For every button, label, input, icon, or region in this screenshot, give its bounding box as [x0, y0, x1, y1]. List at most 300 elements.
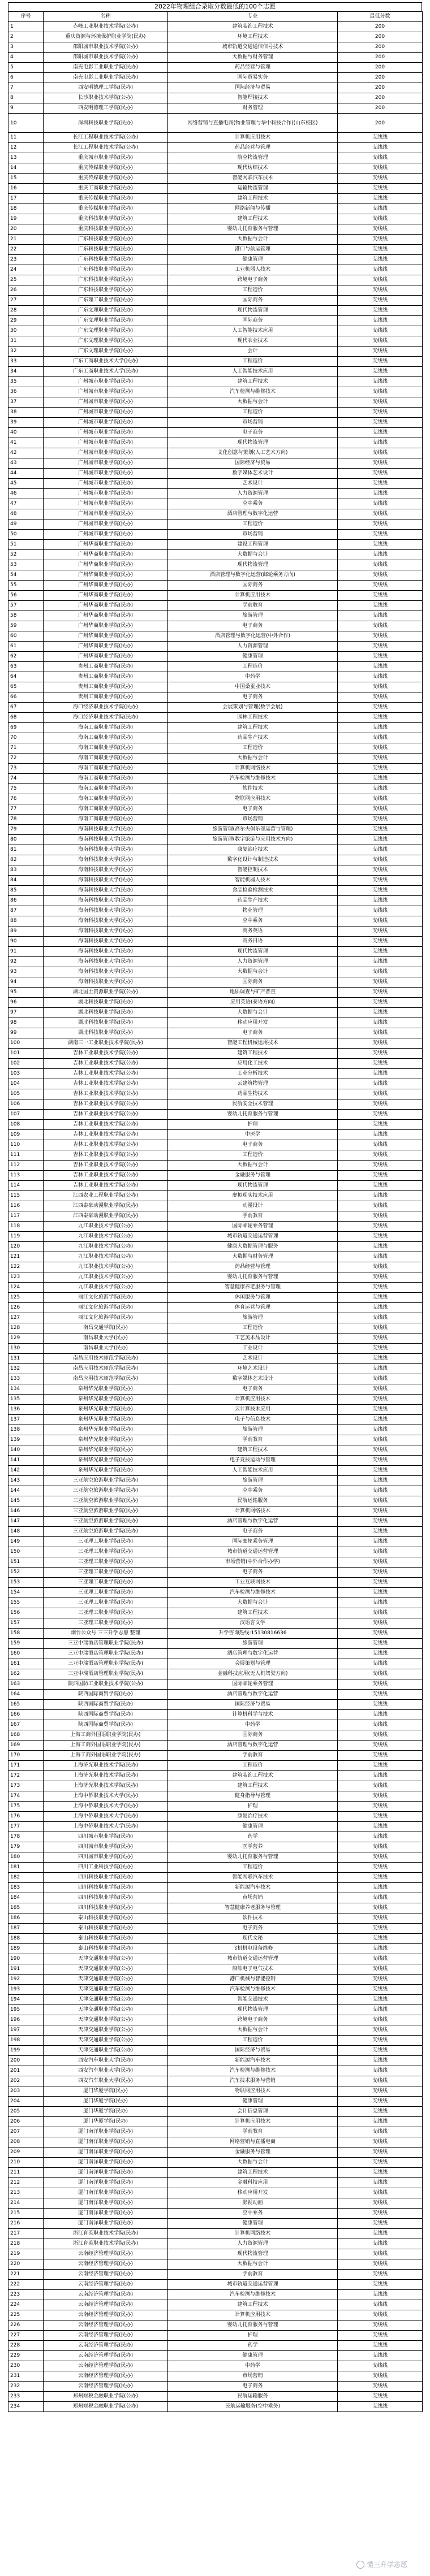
- cell-major: 智能焊接技术: [168, 93, 338, 103]
- cell-major: 市场营销: [168, 2371, 338, 2382]
- table-row: [8, 1354, 423, 1364]
- table-row: [8, 2249, 423, 2259]
- cell-school: 四川工业科技学院(民办): [44, 1863, 168, 1873]
- cell-index: 222: [8, 2280, 44, 2290]
- cell-min-score: 支线线: [338, 1272, 423, 1283]
- table-row: [8, 682, 423, 692]
- cell-index: 26: [8, 285, 44, 296]
- cell-index: 107: [8, 1110, 44, 1120]
- cell-major: 电子商务: [168, 692, 338, 703]
- cell-min-score: 支线线: [338, 2117, 423, 2127]
- cell-min-score: 支线线: [338, 774, 423, 784]
- cell-index: 134: [8, 1384, 44, 1395]
- cell-school: 西安明德理工学院(民办): [44, 103, 168, 114]
- cell-index: 28: [8, 306, 44, 316]
- cell-school: 三亚航空旅游职业学院(民办): [44, 1496, 168, 1506]
- cell-index: 76: [8, 794, 44, 804]
- cell-major: 网络营销与直播电商: [168, 2137, 338, 2148]
- cell-min-score: 支线线: [338, 916, 423, 927]
- cell-major: 园林工程技术: [168, 713, 338, 723]
- table-row: [8, 255, 423, 265]
- cell-school: 海南工商职业学院(民办): [44, 774, 168, 784]
- cell-school: 重庆传媒职业学院(民办): [44, 163, 168, 174]
- table-row: [8, 591, 423, 601]
- cell-major: 酒店管理与数字化运营: [168, 509, 338, 519]
- cell-min-score: 支线线: [338, 306, 423, 316]
- cell-index: 172: [8, 1771, 44, 1781]
- cell-index: 204: [8, 2097, 44, 2107]
- cell-min-score: 支线线: [338, 265, 423, 275]
- cell-school: 三亚理工职业学院(民办): [44, 1557, 168, 1568]
- cell-min-score: 支线线: [338, 560, 423, 570]
- cell-min-score: 支线线: [338, 1771, 423, 1781]
- cell-major: 药品经营与管理: [168, 1262, 338, 1272]
- cell-min-score: 支线线: [338, 845, 423, 855]
- cell-major: 移动应用开发: [168, 1018, 338, 1028]
- cell-major: 民航运输服务: [168, 2392, 338, 2402]
- cell-major: 酒店管理与数字化运营(邮轮乘务方向): [168, 570, 338, 581]
- cell-index: 182: [8, 1873, 44, 1883]
- cell-min-score: 支线线: [338, 1802, 423, 1812]
- cell-school: 三亚航空旅游职业学院(民办): [44, 1506, 168, 1517]
- cell-min-score: 支线线: [338, 2097, 423, 2107]
- table-row: [8, 1059, 423, 1069]
- cell-major: 大数据与财务管理: [168, 53, 338, 63]
- table-row: [8, 1262, 423, 1272]
- cell-school: 陕西国际商贸学院(民办): [44, 1700, 168, 1710]
- cell-major: 城市轨道交通运营管理: [168, 1232, 338, 1242]
- cell-school: 天津交通职业学院(公办): [44, 2046, 168, 2056]
- table-row: [8, 530, 423, 540]
- cell-min-score: 支线线: [338, 530, 423, 540]
- cell-min-score: 支线线: [338, 204, 423, 214]
- cell-major: 健康管理: [168, 2097, 338, 2107]
- cell-index: 167: [8, 1720, 44, 1730]
- table-row: [8, 550, 423, 560]
- cell-school: 海口经济职业技术学院(民办): [44, 703, 168, 713]
- table-row: [8, 692, 423, 703]
- table-row: [8, 2239, 423, 2249]
- cell-school: 云南经济管理学院(民办): [44, 2310, 168, 2320]
- cell-school: 海南工商职业学院(民办): [44, 804, 168, 815]
- cell-school: 海南科技职业大学(民办): [44, 865, 168, 876]
- cell-major: 现代物流管理: [168, 438, 338, 448]
- cell-index: 61: [8, 642, 44, 652]
- cell-school: 三亚中瑞酒店管理职业学院(民办): [44, 1649, 168, 1659]
- cell-index: 227: [8, 2331, 44, 2341]
- cell-min-score: 支线线: [338, 2209, 423, 2219]
- cell-min-score: 支线线: [338, 886, 423, 896]
- cell-min-score: 支线线: [338, 1791, 423, 1802]
- cell-index: 202: [8, 2076, 44, 2086]
- cell-min-score: 支线线: [338, 1323, 423, 1334]
- cell-index: 109: [8, 1130, 44, 1140]
- cell-index: 221: [8, 2270, 44, 2280]
- cell-min-score: 支线线: [338, 2036, 423, 2046]
- cell-major: 电子商务: [168, 804, 338, 815]
- cell-major: 健身指导与管理: [168, 1791, 338, 1802]
- cell-major: 建筑工程技术: [168, 214, 338, 224]
- cell-school: 九江职业技术学院(公办): [44, 1232, 168, 1242]
- cell-index: 72: [8, 754, 44, 764]
- cell-index: 184: [8, 1893, 44, 1903]
- cell-min-score: 支线线: [338, 1140, 423, 1150]
- cell-index: 69: [8, 723, 44, 733]
- cell-school: 厦门南洋职业学院(民办): [44, 2127, 168, 2137]
- cell-index: 68: [8, 713, 44, 723]
- table-row: [8, 1415, 423, 1425]
- table-row: [8, 214, 423, 224]
- cell-min-score: 支线线: [338, 1618, 423, 1629]
- table-row: [8, 540, 423, 550]
- cell-index: 130: [8, 1344, 44, 1354]
- cell-index: 219: [8, 2249, 44, 2259]
- table-row: [8, 1629, 423, 1639]
- cell-index: 13: [8, 153, 44, 163]
- cell-major: 新能源汽车技术: [168, 1883, 338, 1893]
- cell-min-score: 支线线: [338, 1161, 423, 1171]
- cell-min-score: 支线线: [338, 2219, 423, 2229]
- table-row: [8, 611, 423, 621]
- table-row: [8, 1099, 423, 1110]
- cell-school: 贵州工商职业学院(民办): [44, 692, 168, 703]
- cell-index: 34: [8, 367, 44, 377]
- cell-index: 59: [8, 621, 44, 631]
- cell-min-score: 支线线: [338, 1761, 423, 1771]
- cell-major: 工业机器人技术: [168, 265, 338, 275]
- cell-school: 泉州华光职业学院(民办): [44, 1384, 168, 1395]
- cell-school: 云南经济管理学院(民办): [44, 2300, 168, 2310]
- cell-index: 161: [8, 1659, 44, 1669]
- table-row: [8, 1089, 423, 1099]
- table-row: [8, 1679, 423, 1690]
- cell-school: 广州华商职业学院(民办): [44, 611, 168, 621]
- cell-school: 三亚中瑞酒店管理职业学院(民办): [44, 1659, 168, 1669]
- cell-major: 电子商务: [168, 1384, 338, 1395]
- cell-min-score: 支线线: [338, 1903, 423, 1913]
- cell-index: 131: [8, 1354, 44, 1364]
- cell-school: 西安汽车职业大学(民办): [44, 2066, 168, 2076]
- cell-major: 人力资源管理: [168, 642, 338, 652]
- cell-major: 工程造价: [168, 662, 338, 672]
- cell-school: 上海工商外国语职业学院(民办): [44, 1730, 168, 1741]
- cell-min-score: 支线线: [338, 754, 423, 764]
- cell-major: 运输物流管理: [168, 184, 338, 194]
- cell-index: 105: [8, 1089, 44, 1099]
- table-row: [8, 2209, 423, 2219]
- cell-major: 现代农业技术: [168, 336, 338, 347]
- cell-index: 181: [8, 1863, 44, 1873]
- cell-min-score: 支线线: [338, 1588, 423, 1598]
- cell-major: 健康管理: [168, 1822, 338, 1832]
- cell-index: 218: [8, 2239, 44, 2249]
- table-row: [8, 1903, 423, 1913]
- cell-min-score: 支线线: [338, 296, 423, 306]
- table-row: [8, 275, 423, 285]
- cell-school: 上海中侨职业技术大学(民办): [44, 1822, 168, 1832]
- table-row: [8, 1110, 423, 1120]
- cell-major: 民航安全技术管理: [168, 1099, 338, 1110]
- cell-min-score: 支线线: [338, 163, 423, 174]
- cell-min-score: 200: [338, 63, 423, 73]
- cell-min-score: 支线线: [338, 967, 423, 977]
- cell-school: 吉林工业职业技术学院(公办): [44, 1079, 168, 1089]
- cell-index: 162: [8, 1669, 44, 1679]
- cell-min-score: 支线线: [338, 2137, 423, 2148]
- table-row: [8, 1822, 423, 1832]
- cell-index: 82: [8, 855, 44, 865]
- cell-min-score: 支线线: [338, 1120, 423, 1130]
- cell-min-score: 支线线: [338, 397, 423, 408]
- cell-major: 大数据与会计: [168, 397, 338, 408]
- cell-school: 海南科技职业大学(民办): [44, 906, 168, 916]
- cell-major: 药品经营与管理: [168, 63, 338, 73]
- cell-school: 三亚理工职业学院(民办): [44, 1588, 168, 1598]
- cell-index: 157: [8, 1618, 44, 1629]
- cell-school: 丽江文化旅游学院(民办): [44, 1313, 168, 1323]
- cell-major: 计算机应用技术: [168, 2310, 338, 2320]
- cell-major: 现代物流管理: [168, 2249, 338, 2259]
- cell-min-score: 支线线: [338, 1089, 423, 1099]
- table-row: [8, 2351, 423, 2361]
- cell-school: 四川科技职业学院(民办): [44, 1903, 168, 1913]
- cell-min-score: 支线线: [338, 336, 423, 347]
- cell-major: 飞机机电设备维修: [168, 1944, 338, 1954]
- cell-major: 现代物流管理: [168, 1181, 338, 1191]
- cell-min-score: 支线线: [338, 1018, 423, 1028]
- table-row: [8, 1283, 423, 1293]
- cell-min-score: 支线线: [338, 418, 423, 428]
- cell-index: 111: [8, 1150, 44, 1161]
- cell-major: 工业分析技术: [168, 1069, 338, 1079]
- cell-school: 厦门南洋职业学院(民办): [44, 2209, 168, 2219]
- cell-major: 物业管理: [168, 906, 338, 916]
- cell-major: 学前教育: [168, 2127, 338, 2137]
- cell-index: 234: [8, 2402, 44, 2412]
- cell-index: 206: [8, 2117, 44, 2127]
- table-row: [8, 2331, 423, 2341]
- cell-school: 广东文理职业学院(民办): [44, 316, 168, 326]
- cell-major: 城市轨道交通运营管理: [168, 2280, 338, 2290]
- table-row: [8, 133, 423, 143]
- cell-min-score: 支线线: [338, 2015, 423, 2025]
- table-row: [8, 1496, 423, 1506]
- cell-major: 商务日语: [168, 937, 338, 947]
- cell-index: 100: [8, 1038, 44, 1049]
- table-row: [8, 1506, 423, 1517]
- cell-school: 吉林工业职业技术学院(公办): [44, 1099, 168, 1110]
- cell-min-score: 支线线: [338, 194, 423, 204]
- cell-min-score: 支线线: [338, 876, 423, 886]
- cell-major: 智慧健康养老服务与管理: [168, 1903, 338, 1913]
- cell-index: 50: [8, 530, 44, 540]
- cell-major: 护理: [168, 2331, 338, 2341]
- table-row: [8, 1252, 423, 1262]
- cell-min-score: 支线线: [338, 1049, 423, 1059]
- cell-school: 广州华商职业学院(民办): [44, 601, 168, 611]
- table-row: [8, 1242, 423, 1252]
- cell-school: 九江职业技术学院(公办): [44, 1242, 168, 1252]
- cell-school: 海南科技职业大学(民办): [44, 927, 168, 937]
- cell-school: 邵阳城市职业技术学院(公办): [44, 42, 168, 53]
- cell-min-score: 支线线: [338, 519, 423, 530]
- cell-index: 220: [8, 2259, 44, 2270]
- cell-min-score: 支线线: [338, 214, 423, 224]
- cell-min-score: 支线线: [338, 1822, 423, 1832]
- cell-min-score: 支线线: [338, 285, 423, 296]
- cell-school: 四川城市职业学院(民办): [44, 1842, 168, 1852]
- cell-index: 99: [8, 1028, 44, 1038]
- cell-school: 云南经济管理学院(民办): [44, 2290, 168, 2300]
- table-row: [8, 1832, 423, 1842]
- cell-index: 114: [8, 1181, 44, 1191]
- table-row: [8, 2168, 423, 2178]
- cell-index: 166: [8, 1710, 44, 1720]
- cell-min-score: 支线线: [338, 1873, 423, 1883]
- cell-school: 广州城市职业学院(民办): [44, 397, 168, 408]
- table-row: [8, 1934, 423, 1944]
- cell-index: 185: [8, 1903, 44, 1913]
- cell-school: 上海中侨职业技术大学(民办): [44, 1791, 168, 1802]
- cell-major: 健康管理: [168, 2351, 338, 2361]
- cell-school: 南昌应用技术师范学院(民办): [44, 1354, 168, 1364]
- cell-min-score: 支线线: [338, 133, 423, 143]
- cell-school: 湖北科技职业学院(民办): [44, 1018, 168, 1028]
- cell-school: 厦门南洋职业学院(民办): [44, 2188, 168, 2198]
- cell-school: 上海工商外国语职业学院(民办): [44, 1751, 168, 1761]
- cell-min-score: 支线线: [338, 1099, 423, 1110]
- cell-min-score: 支线线: [338, 1079, 423, 1089]
- cell-major: 工程造价: [168, 408, 338, 418]
- cell-min-score: 支线线: [338, 2148, 423, 2158]
- cell-index: 27: [8, 296, 44, 306]
- cell-min-score: 支线线: [338, 896, 423, 906]
- cell-major: 建筑工程技术: [168, 1608, 338, 1618]
- cell-index: 144: [8, 1486, 44, 1496]
- table-row: [8, 1028, 423, 1038]
- table-row: [8, 1079, 423, 1089]
- cell-school: 广州城市职业学院(民办): [44, 530, 168, 540]
- cell-school: 九江职业技术学院(公办): [44, 1283, 168, 1293]
- cell-school: 广州华商职业学院(民办): [44, 570, 168, 581]
- cell-min-score: 支线线: [338, 1741, 423, 1751]
- cell-index: 35: [8, 377, 44, 387]
- cell-school: 吉林工业职业技术学院(公办): [44, 1161, 168, 1171]
- table-row: [8, 1924, 423, 1934]
- cell-min-score: 支线线: [338, 1405, 423, 1415]
- table-row: [8, 2097, 423, 2107]
- cell-school: 广东科技职业学院(民办): [44, 235, 168, 245]
- table-row: [8, 1730, 423, 1741]
- cell-school: 天津交通职业学院(公办): [44, 2015, 168, 2025]
- cell-index: 14: [8, 163, 44, 174]
- table-row: [8, 428, 423, 438]
- cell-major: 建筑工程技术: [168, 194, 338, 204]
- cell-min-score: 支线线: [338, 2382, 423, 2392]
- table-row: [8, 906, 423, 916]
- table-row: [8, 163, 423, 174]
- cell-index: 65: [8, 682, 44, 692]
- table-row: [8, 42, 423, 53]
- table-row: [8, 479, 423, 489]
- cell-min-score: 支线线: [338, 1679, 423, 1690]
- cell-school: 天津交通职业学院(公办): [44, 1995, 168, 2005]
- table-row: [8, 1893, 423, 1903]
- cell-index: 124: [8, 1283, 44, 1293]
- cell-index: 24: [8, 265, 44, 275]
- cell-min-score: 支线线: [338, 2259, 423, 2270]
- table-row: [8, 621, 423, 631]
- cell-major: 酒店管理与数字化运营: [168, 1741, 338, 1751]
- cell-min-score: 支线线: [338, 1069, 423, 1079]
- cell-major: 药品生产技术: [168, 896, 338, 906]
- cell-index: 209: [8, 2148, 44, 2158]
- cell-index: 194: [8, 1995, 44, 2005]
- table-row: [8, 794, 423, 804]
- cell-min-score: 支线线: [338, 1150, 423, 1161]
- cell-min-score: 200: [338, 114, 423, 133]
- cell-major: 健康管理: [168, 652, 338, 662]
- cell-major: 金融科技应用(无人机驾驶方向): [168, 1669, 338, 1679]
- cell-school: 九江职业技术学院(公办): [44, 1222, 168, 1232]
- cell-major: 工艺美术品设计: [168, 1334, 338, 1344]
- cell-min-score: 支线线: [338, 1547, 423, 1557]
- cell-school: 邵阳城市职业技术学院(公办): [44, 53, 168, 63]
- cell-school: 长沙职业技术学院(公办): [44, 93, 168, 103]
- cell-index: 173: [8, 1781, 44, 1791]
- cell-min-score: 支线线: [338, 1364, 423, 1374]
- cell-major: 艺术设计: [168, 479, 338, 489]
- cell-min-score: 支线线: [338, 672, 423, 682]
- cell-index: 22: [8, 245, 44, 255]
- table-row: [8, 642, 423, 652]
- table-row: [8, 601, 423, 611]
- cell-index: 7: [8, 83, 44, 93]
- table-row: [8, 774, 423, 784]
- cell-index: 138: [8, 1425, 44, 1435]
- cell-min-score: 支线线: [338, 2198, 423, 2209]
- cell-index: 228: [8, 2341, 44, 2351]
- table-row: [8, 2015, 423, 2025]
- cell-school: 四川科技职业学院(民办): [44, 1873, 168, 1883]
- cell-min-score: 支线线: [338, 2188, 423, 2198]
- cell-major: 电子商务: [168, 621, 338, 631]
- table-row: [8, 2280, 423, 2290]
- cell-min-score: 支线线: [338, 1964, 423, 1975]
- cell-index: 41: [8, 438, 44, 448]
- cell-school: 湖北科技职业学院(民办): [44, 1028, 168, 1038]
- cell-index: 21: [8, 235, 44, 245]
- cell-school: 三亚航空旅游职业学院(民办): [44, 1486, 168, 1496]
- cell-school: 吉林工业职业技术学院(公办): [44, 1150, 168, 1161]
- cell-min-score: 支线线: [338, 1181, 423, 1191]
- cell-index: 122: [8, 1262, 44, 1272]
- cell-index: 146: [8, 1506, 44, 1517]
- cell-index: 168: [8, 1730, 44, 1741]
- cell-school: 海口经济职业技术学院(民办): [44, 713, 168, 723]
- cell-major: 工业互联网技术: [168, 1578, 338, 1588]
- cell-major: 国际经济与贸易: [168, 1700, 338, 1710]
- cell-school: 广东文理职业学院(民办): [44, 336, 168, 347]
- cell-major: 计算机应用技术: [168, 2117, 338, 2127]
- cell-index: 165: [8, 1700, 44, 1710]
- cell-index: 139: [8, 1435, 44, 1445]
- cell-school: 南昌交通学院(民办): [44, 1323, 168, 1334]
- cell-index: 126: [8, 1303, 44, 1313]
- cell-major: 金融服务与管理: [168, 2148, 338, 2158]
- cell-major: 环境工程技术: [168, 32, 338, 42]
- table-row: [8, 2158, 423, 2168]
